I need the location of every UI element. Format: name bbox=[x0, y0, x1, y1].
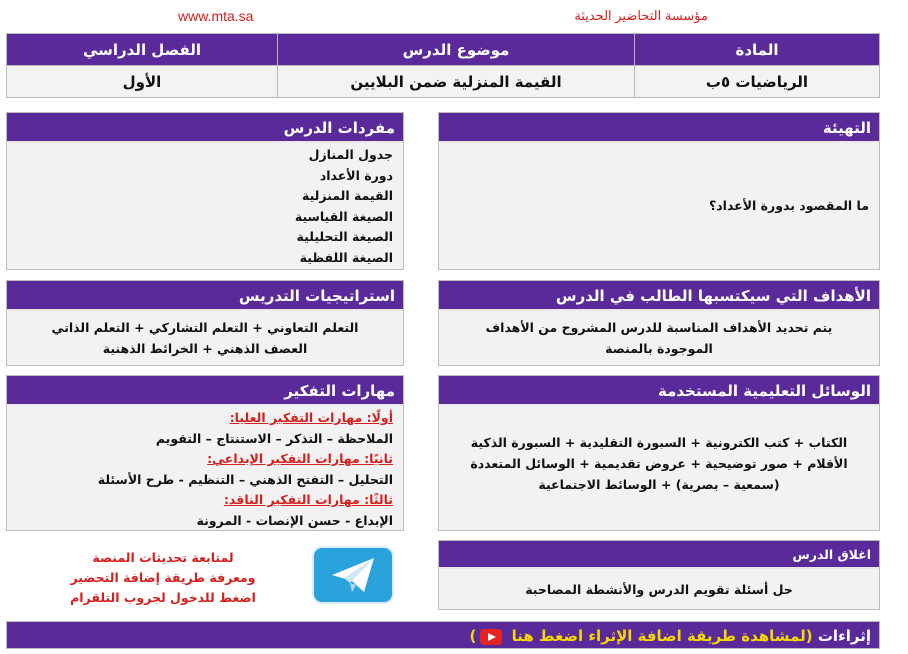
strategies-line-2: العصف الذهني + الخرائط الذهنية bbox=[102, 341, 308, 356]
closing-text: حل أسئلة تقويم الدرس والأنشطة المصاحبة bbox=[525, 582, 793, 597]
term-value: الأول bbox=[7, 66, 278, 98]
vocab-item: الصيغة اللفظية bbox=[299, 249, 393, 265]
org-name: مؤسسة التحاضير الحديثة bbox=[574, 8, 708, 23]
telegram-promo[interactable] bbox=[68, 548, 258, 608]
vocab-item: القيمة المنزلية bbox=[301, 188, 393, 203]
promo-line-1: لمتابعة تحديثات المنصة bbox=[92, 550, 234, 565]
term-header: الفصل الدراسي bbox=[7, 34, 278, 66]
telegram-icon[interactable] bbox=[312, 546, 394, 604]
subject-header: المادة bbox=[635, 34, 880, 66]
thinking-title: مهارات التفكير bbox=[7, 376, 403, 406]
closing-section bbox=[438, 540, 880, 610]
closing-title: اغلاق الدرس bbox=[439, 541, 879, 569]
thinking-text-creative: التحليل – التفتح الذهني – التنظيم - طرح الأسئلة bbox=[97, 471, 393, 487]
subject-value: الرياضيات ٥ب bbox=[635, 66, 880, 98]
topic-header: موضوع الدرس bbox=[278, 34, 635, 66]
enrichment-label: إثراءات bbox=[817, 627, 871, 645]
enrichment-close: ) bbox=[469, 627, 477, 645]
tools-section bbox=[438, 375, 880, 531]
goals-text: يتم تحديد الأهداف المناسبة للدرس المشروح من الأهداف الموجودة بالمنصة bbox=[485, 320, 833, 356]
enrichment-bar[interactable] bbox=[6, 621, 880, 649]
promo-line-2: ومعرفة طريقة إضافة التحضير bbox=[70, 570, 256, 585]
thinking-heading-higher: أولًا: مهارات التفكير العليا: bbox=[229, 410, 393, 425]
strategies-section bbox=[6, 280, 404, 366]
warmup-text: ما المقصود بدورة الأعداد؟ bbox=[709, 198, 869, 213]
vocab-item: جدول المنازل bbox=[308, 147, 393, 162]
warmup-section bbox=[438, 112, 880, 270]
vocab-section bbox=[6, 112, 404, 270]
tools-title: الوسائل التعليمية المستخدمة bbox=[439, 376, 879, 406]
thinking-text-higher: الملاحظة – التذكر – الاستنتاج – التقويم bbox=[155, 430, 393, 446]
warmup-title: التهيئة bbox=[439, 113, 879, 143]
enrichment-link[interactable]: (لمشاهدة طريقة اضافة الإثراء اضغط هنا bbox=[511, 627, 813, 645]
strategies-line-1: التعلم التعاوني + التعلم التشاركي + التعلم الذاتي bbox=[51, 320, 359, 335]
paper-plane-icon bbox=[314, 548, 392, 602]
strategies-title: استراتيجيات التدريس bbox=[7, 281, 403, 311]
vocab-item: دورة الأعداد bbox=[319, 167, 393, 183]
promo-line-3: اضغط للدخول لجروب التلقرام bbox=[70, 590, 256, 605]
topic-value: القيمة المنزلية ضمن البلايين bbox=[278, 66, 635, 98]
lesson-info-table bbox=[6, 33, 880, 98]
tools-line-1: الكتاب + كتب الكترونية + السبورة التقليدية + السبورة الذكية bbox=[470, 435, 848, 450]
thinking-section bbox=[6, 375, 404, 531]
youtube-icon[interactable] bbox=[480, 629, 502, 645]
vocab-title: مفردات الدرس bbox=[7, 113, 403, 143]
goals-title: الأهداف التي سيكتسبها الطالب في الدرس bbox=[439, 281, 879, 311]
tools-line-2: الأقلام + صور توضيحية + عروض تقديمية + الوسائل المتعددة bbox=[470, 456, 848, 471]
vocab-item: الصيغة القياسية bbox=[294, 208, 393, 224]
website-link[interactable]: www.mta.sa bbox=[178, 8, 254, 24]
tools-line-3: (سمعية – بصرية) + الوسائط الاجتماعية bbox=[538, 477, 780, 492]
thinking-heading-critical: ثالثًا: مهارات التفكير الناقد: bbox=[223, 492, 393, 507]
goals-section bbox=[438, 280, 880, 366]
vocab-item: الصيغة التحليلية bbox=[296, 229, 393, 244]
thinking-heading-creative: ثانيًا: مهارات التفكير الإبداعي: bbox=[207, 451, 393, 466]
thinking-text-critical: الإبداع - حسن الإنصات - المرونة bbox=[196, 512, 393, 528]
